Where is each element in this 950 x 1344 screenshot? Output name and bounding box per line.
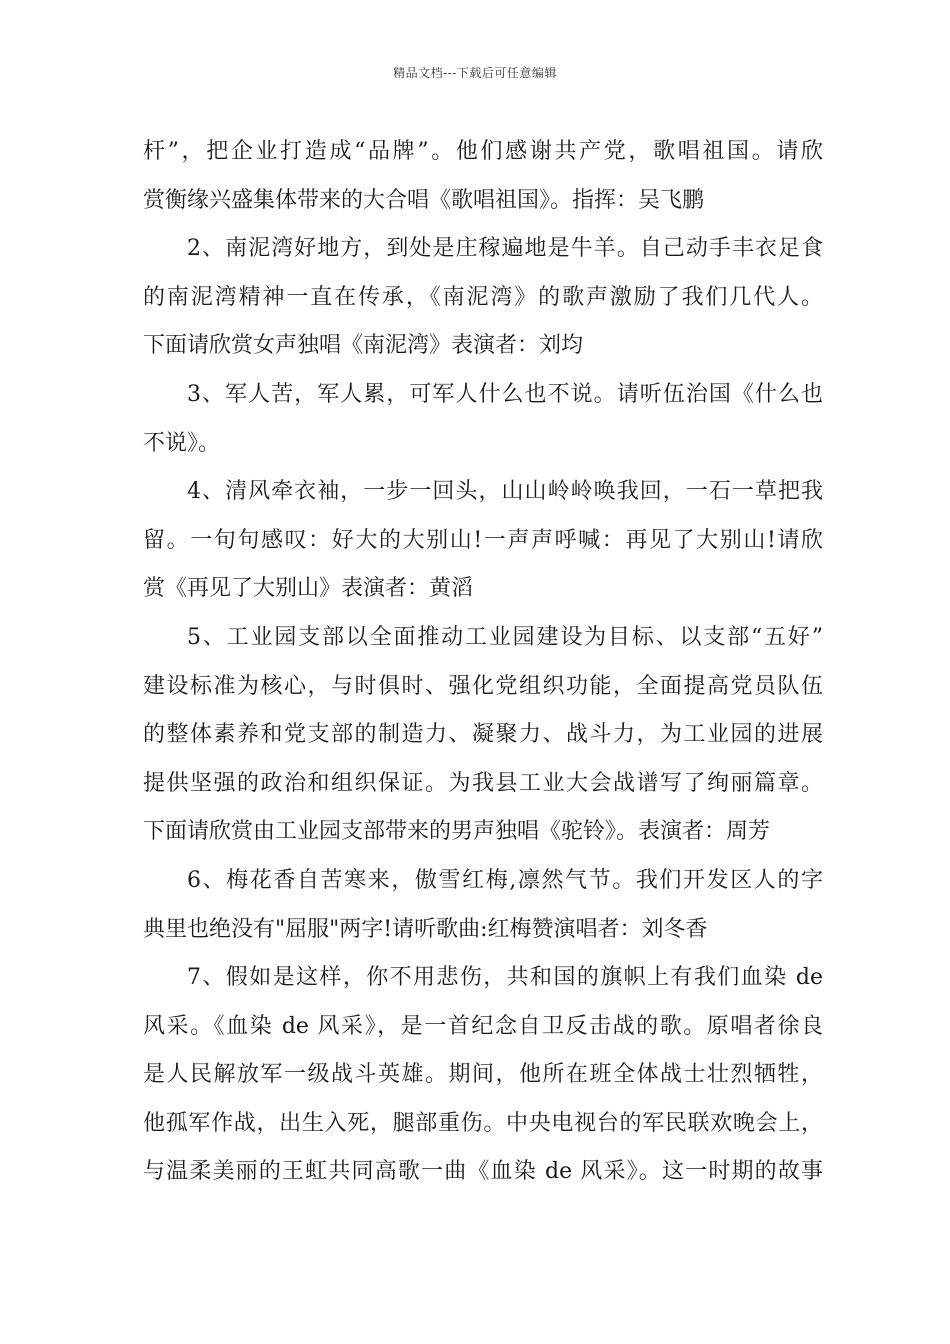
text-line: 建设标准为核心，与时俱时、强化党组织功能，全面提高党员队伍 xyxy=(143,673,823,699)
text-line: 7、假如是这样，你不用悲伤，共和国的旗帜上有我们血染 de xyxy=(187,965,823,991)
paragraph-item-5 xyxy=(143,614,823,857)
text-line: 2、南泥湾好地方，到处是庄稼遍地是牛羊。自己动手丰衣足食 xyxy=(187,236,823,262)
text-line: 下面请欣赏由工业园支部带来的男声独唱《驼铃》。表演者：周芳 xyxy=(143,819,771,845)
text-line: 风采。《血染 de 风采》，是一首纪念自卫反击战的歌。原唱者徐良 xyxy=(143,1013,823,1039)
text-line: 是人民解放军一级战斗英雄。期间，他所在班全体战士壮烈牺牲， xyxy=(143,1062,823,1088)
text-line: 他孤军作战，出生入死，腿部重伤。中央电视台的军民联欢晚会上， xyxy=(143,1110,823,1136)
paragraph-item-7 xyxy=(143,954,823,1197)
text-line: 不说》。 xyxy=(143,430,221,456)
text-line: 赏《再见了大别山》表演者：黄滔 xyxy=(143,576,474,602)
text-line: 5、工业园支部以全面推动工业园建设为目标、以支部“五好” xyxy=(187,624,823,650)
text-line: 6、梅花香自苦寒来，傲雪红梅,凛然气节。我们开发区人的字 xyxy=(187,867,823,893)
document-body xyxy=(143,128,823,1197)
paragraph-continued xyxy=(143,128,823,225)
text-line: 典里也绝没有"屈服"两字!请听歌曲:红梅赞演唱者：刘冬香 xyxy=(143,916,708,942)
text-line: 赏衡缘兴盛集体带来的大合唱《歌唱祖国》。指挥：吴飞鹏 xyxy=(143,187,705,213)
text-line: 3、军人苦，军人累，可军人什么也不说。请听伍治国《什么也 xyxy=(187,381,823,407)
text-line: 的整体素养和党支部的制造力、凝聚力、战斗力，为工业园的进展 xyxy=(143,722,823,748)
paragraph-item-3 xyxy=(143,371,823,468)
paragraph-item-2 xyxy=(143,225,823,371)
paragraph-item-4 xyxy=(143,468,823,614)
text-line: 提供坚强的政治和组织保证。为我县工业大会战谱写了绚丽篇章。 xyxy=(143,770,823,796)
paragraph-item-6 xyxy=(143,857,823,954)
page-header: 精品文档---下载后可任意编辑 xyxy=(393,66,557,80)
text-line: 4、清风牵衣袖，一步一回头，山山岭岭唤我回，一石一草把我 xyxy=(187,479,823,505)
text-line: 留。一句句感叹：好大的大别山!一声声呼喊：再见了大别山!请欣 xyxy=(143,527,823,553)
text-line: 杆”，把企业打造成“品牌”。他们感谢共产党，歌唱祖国。请欣 xyxy=(143,139,823,164)
text-line: 的南泥湾精神一直在传承，《南泥湾》的歌声激励了我们几代人。 xyxy=(143,284,823,310)
text-line: 下面请欣赏女声独唱《南泥湾》表演者：刘均 xyxy=(143,333,584,359)
text-line: 与温柔美丽的王虹共同高歌一曲《血染 de 风采》。这一时期的故事 xyxy=(143,1159,823,1185)
